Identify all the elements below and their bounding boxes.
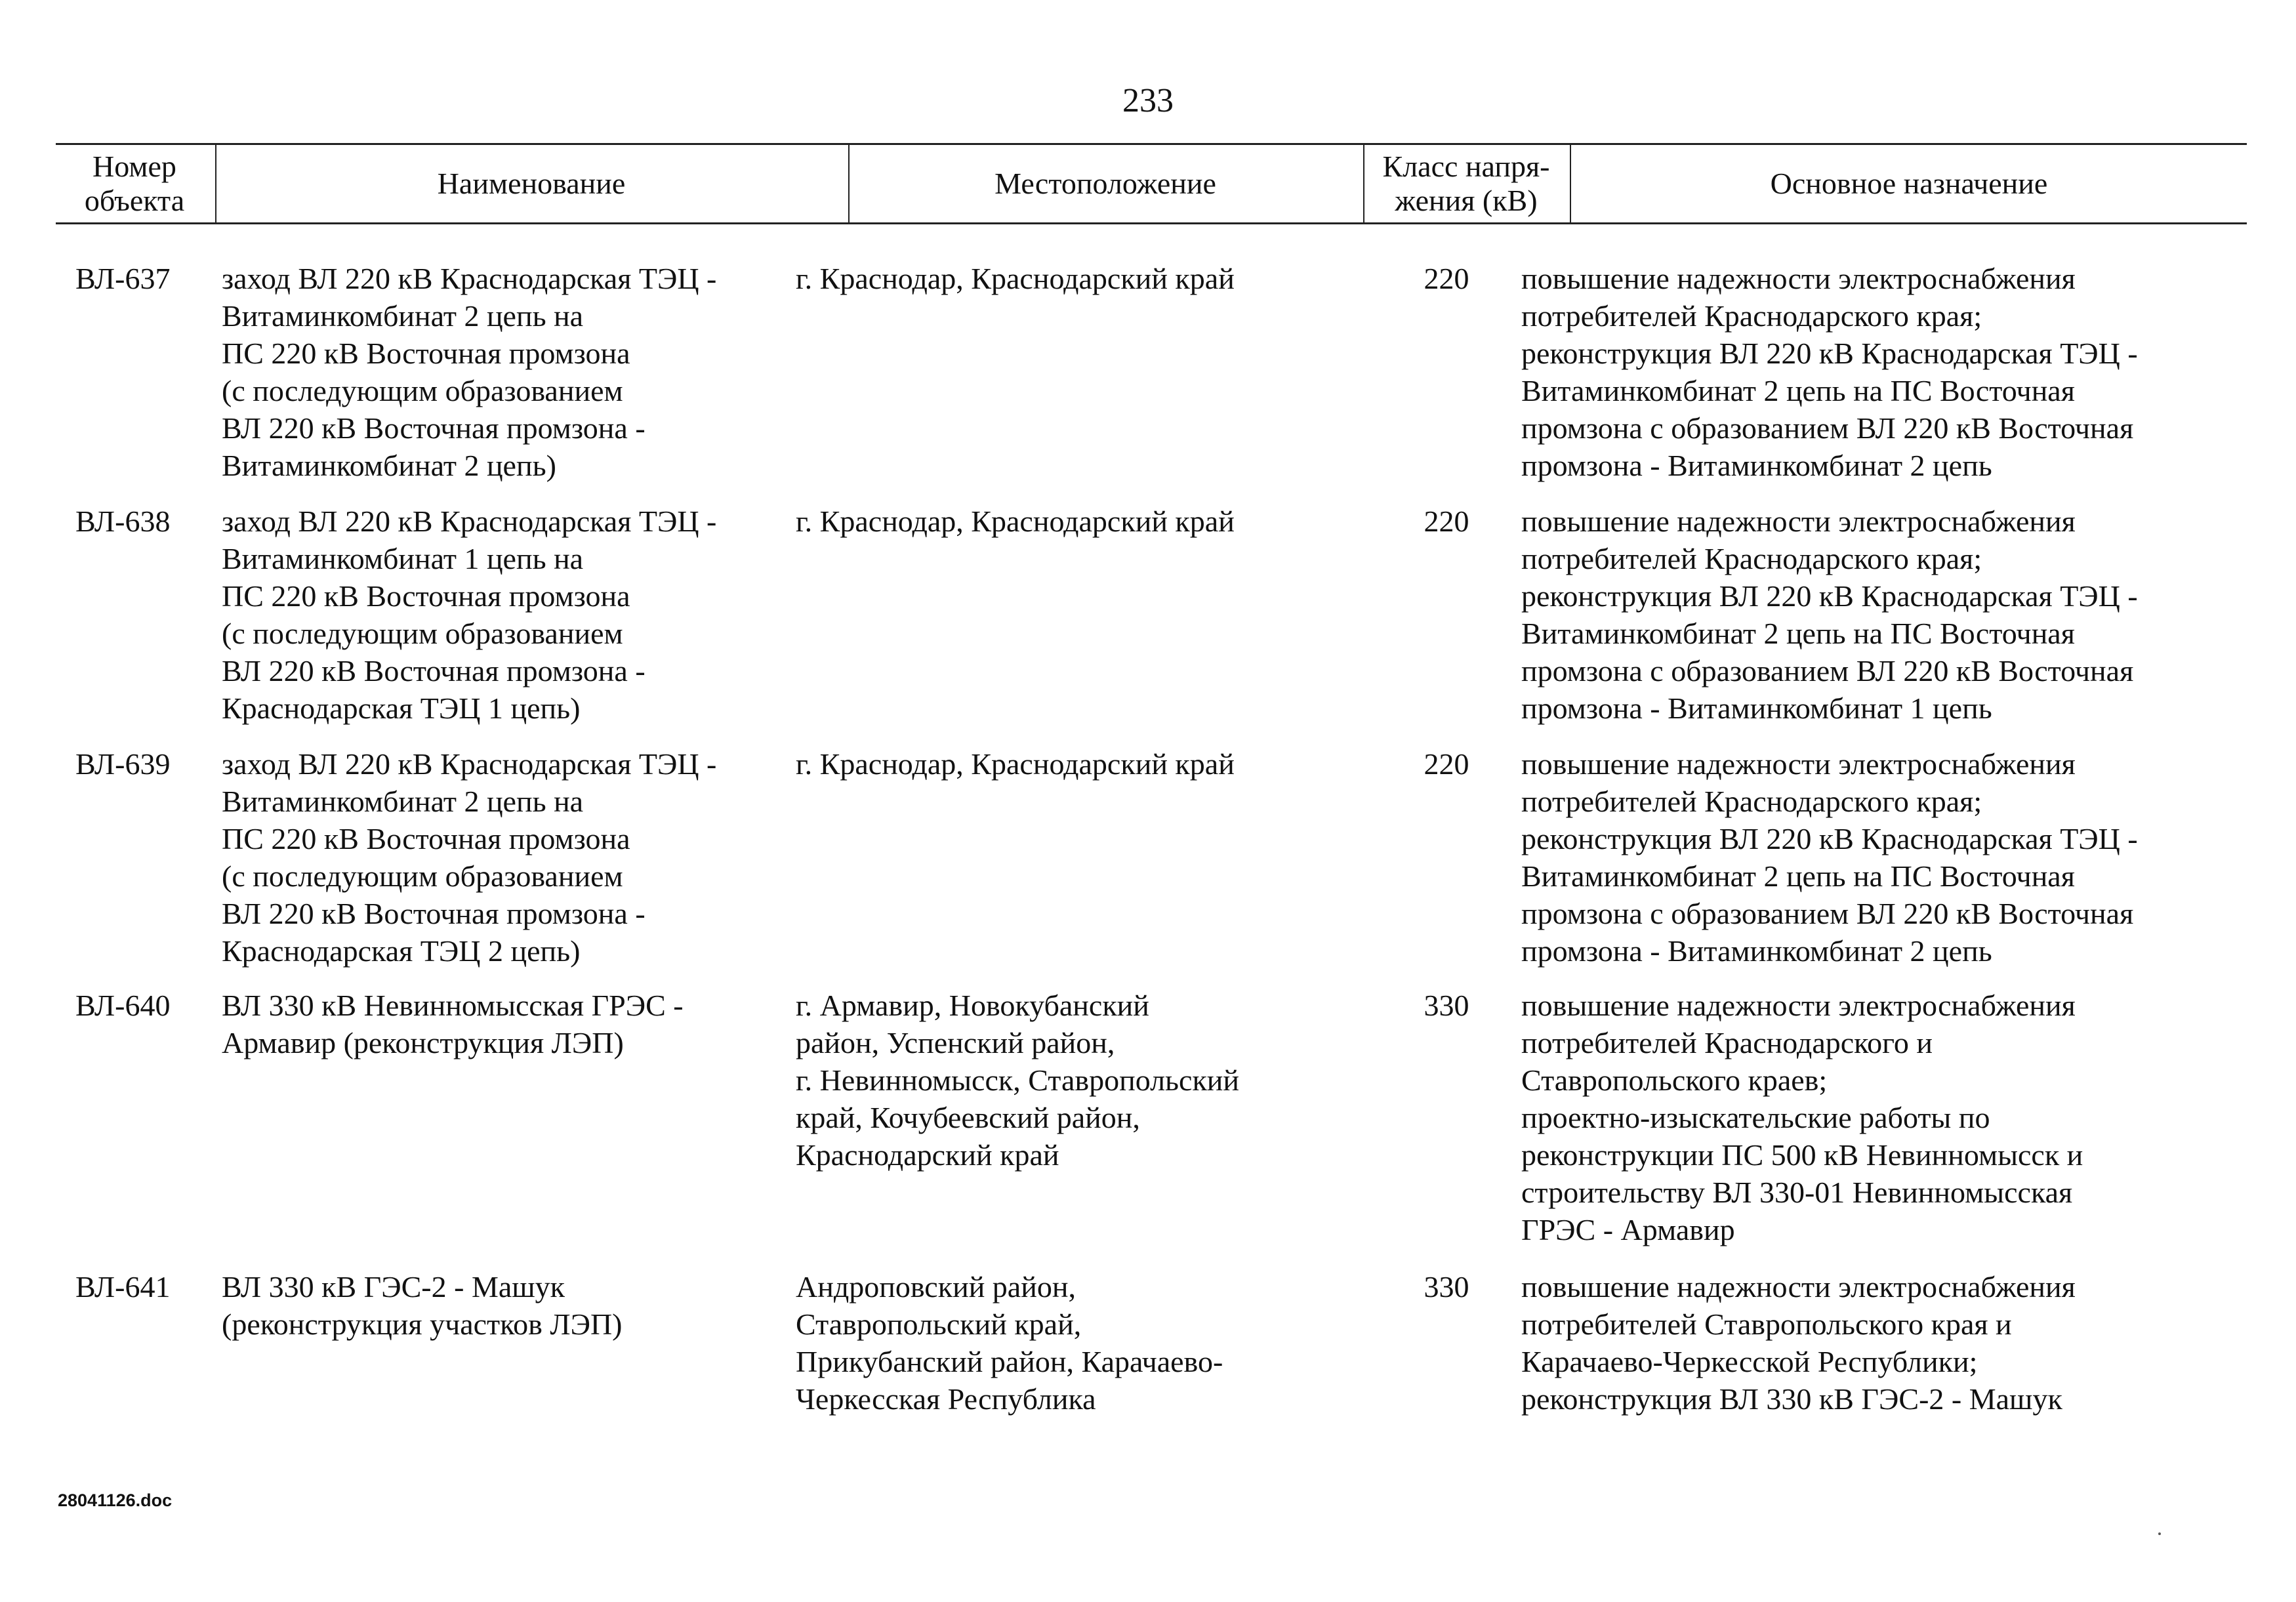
row-name: заход ВЛ 220 кВ Краснодарская ТЭЦ - Витаминкомбинат 2 цепь на ПС 220 кВ Восточная промзона (с последующим образованием ВЛ 220 кВ Восточная промзона - Краснодарская ТЭЦ 2 цепь) [222, 747, 717, 968]
row-name: ВЛ 330 кВ Невинномысская ГРЭС - Армавир (реконструкция ЛЭП) [222, 989, 684, 1059]
row-location: г. Армавир, Новокубанский район, Успенский район, г. Невинномысск, Ставропольский край, Кочубеевский район, Краснодарский край [796, 989, 1240, 1172]
row-voltage: 220 [1424, 504, 1469, 538]
row-purpose: повышение надежности электроснабжения потребителей Краснодарского края; реконструкция ВЛ 220 кВ Краснодарская ТЭЦ - Витаминкомбинат 2 цепь на ПС Восточная промзона с образованием ВЛ 220 кВ Восточная промзона - Витаминкомбинат 2 цепь [1521, 262, 2138, 482]
table-header [56, 143, 2247, 224]
header-number: Номер объекта [84, 150, 185, 217]
row-name: ВЛ 330 кВ ГЭС-2 - Машук (реконструкция участков ЛЭП) [222, 1270, 623, 1341]
row-number: ВЛ-639 [75, 747, 171, 781]
row-location: г. Краснодар, Краснодарский край [796, 504, 1235, 538]
scan-speck [2158, 1532, 2161, 1535]
infrastructure-table [56, 143, 2247, 1416]
page-number: 233 [1122, 82, 1174, 119]
header-name: Наименование [437, 167, 626, 200]
row-number: ВЛ-637 [75, 262, 171, 295]
row-purpose: повышение надежности электроснабжения потребителей Краснодарского и Ставропольского краев; проектно-изыскательские работы по реконструкции ПС 500 кВ Невинномысск и строительству ВЛ 330-01 Невинномысская ГРЭС - Армавир [1521, 989, 2083, 1246]
header-voltage: Класс напря- жения (кВ) [1382, 150, 1550, 217]
row-name: заход ВЛ 220 кВ Краснодарская ТЭЦ - Витаминкомбинат 1 цепь на ПС 220 кВ Восточная промзона (с последующим образованием ВЛ 220 кВ Восточная промзона - Краснодарская ТЭЦ 1 цепь) [222, 504, 717, 725]
row-voltage: 220 [1424, 747, 1469, 781]
row-voltage: 330 [1424, 1270, 1469, 1304]
row-purpose: повышение надежности электроснабжения потребителей Краснодарского края; реконструкция ВЛ 220 кВ Краснодарская ТЭЦ - Витаминкомбинат 2 цепь на ПС Восточная промзона с образованием ВЛ 220 кВ Восточная промзона - Витаминкомбинат 2 цепь [1521, 747, 2138, 968]
row-voltage: 220 [1424, 262, 1469, 295]
row-voltage: 330 [1424, 989, 1469, 1022]
row-purpose: повышение надежности электроснабжения потребителей Ставропольского края и Карачаево-Черкесской Республики; реконструкция ВЛ 330 кВ ГЭС-2 - Машук [1521, 1270, 2076, 1416]
row-location: г. Краснодар, Краснодарский край [796, 262, 1235, 295]
row-purpose: повышение надежности электроснабжения потребителей Краснодарского края; реконструкция ВЛ 220 кВ Краснодарская ТЭЦ - Витаминкомбинат 2 цепь на ПС Восточная промзона с образованием ВЛ 220 кВ Восточная промзона - Витаминкомбинат 1 цепь [1521, 504, 2138, 725]
row-number: ВЛ-641 [75, 1270, 171, 1304]
row-number: ВЛ-640 [75, 989, 171, 1022]
header-location: Местоположение [994, 167, 1216, 200]
row-number: ВЛ-638 [75, 504, 171, 538]
header-purpose: Основное назначение [1770, 167, 2048, 200]
row-location: г. Краснодар, Краснодарский край [796, 747, 1235, 781]
row-name: заход ВЛ 220 кВ Краснодарская ТЭЦ - Витаминкомбинат 2 цепь на ПС 220 кВ Восточная промзона (с последующим образованием ВЛ 220 кВ Восточная промзона - Витаминкомбинат 2 цепь) [222, 262, 717, 482]
document-filename: 28041126.doc [58, 1490, 173, 1510]
row-location: Андроповский район, Ставропольский край, Прикубанский район, Карачаево- Черкесская Республика [796, 1270, 1223, 1416]
